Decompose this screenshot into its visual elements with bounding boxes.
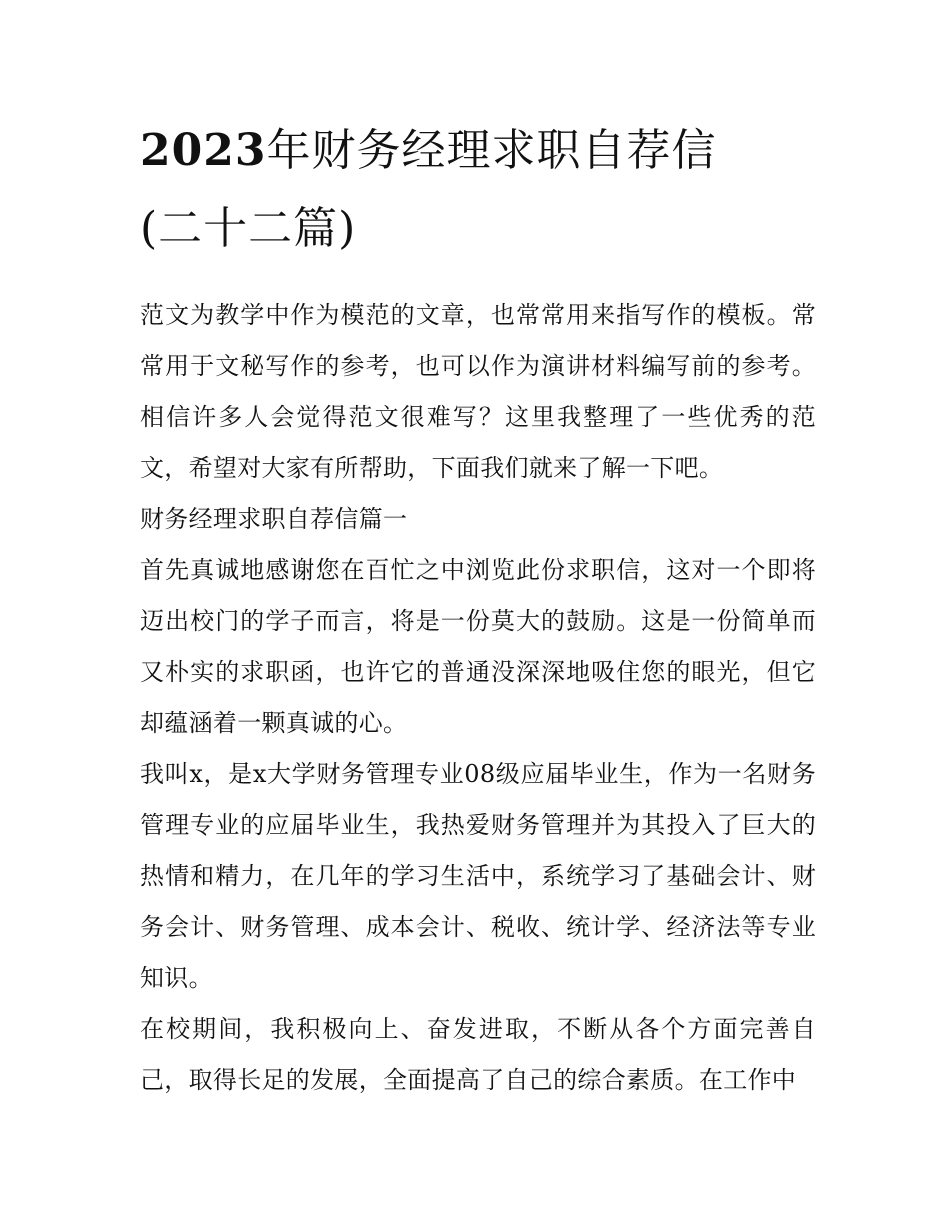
document-page xyxy=(140,112,816,1106)
title-main: 年财务经理求职自荐信 xyxy=(266,125,717,176)
title-subtitle: (二十二篇) xyxy=(140,203,357,254)
body-paragraph-2: 我叫x，是x大学财务管理专业08级应届毕业生，作为一名财务管理专业的应届毕业生，我热爱财务管理并为其投入了巨大的热情和精力，在几年的学习生活中，系统学习了基础会计、财务会计、财务管理、成本会计、税收、统计学、经济法等专业知识。 xyxy=(140,760,816,992)
section-heading: 财务经理求职自荐信篇一 xyxy=(140,505,408,533)
title-year: 2023 xyxy=(140,125,267,176)
body-paragraph-3: 在校期间，我积极向上、奋发进取，不断从各个方面完善自己，取得长足的发展，全面提高了自己的综合素质。在工作中 xyxy=(140,1015,816,1094)
intro-paragraph: 范文为教学中作为模范的文章，也常常用来指写作的模板。常常用于文秘写作的参考，也可以作为演讲材料编写前的参考。相信许多人会觉得范文很难写？这里我整理了一些优秀的范文，希望对大家有所帮助，下面我们就来了解一下吧。 xyxy=(140,301,816,482)
document-body xyxy=(140,290,816,1106)
document-title xyxy=(140,112,816,268)
body-paragraph-1: 首先真诚地感谢您在百忙之中浏览此份求职信，这对一个即将迈出校门的学子而言，将是一份莫大的鼓励。这是一份简单而又朴实的求职函，也许它的普通没深深地吸住您的眼光，但它却蕴涵着一颗真诚的心。 xyxy=(140,556,816,737)
